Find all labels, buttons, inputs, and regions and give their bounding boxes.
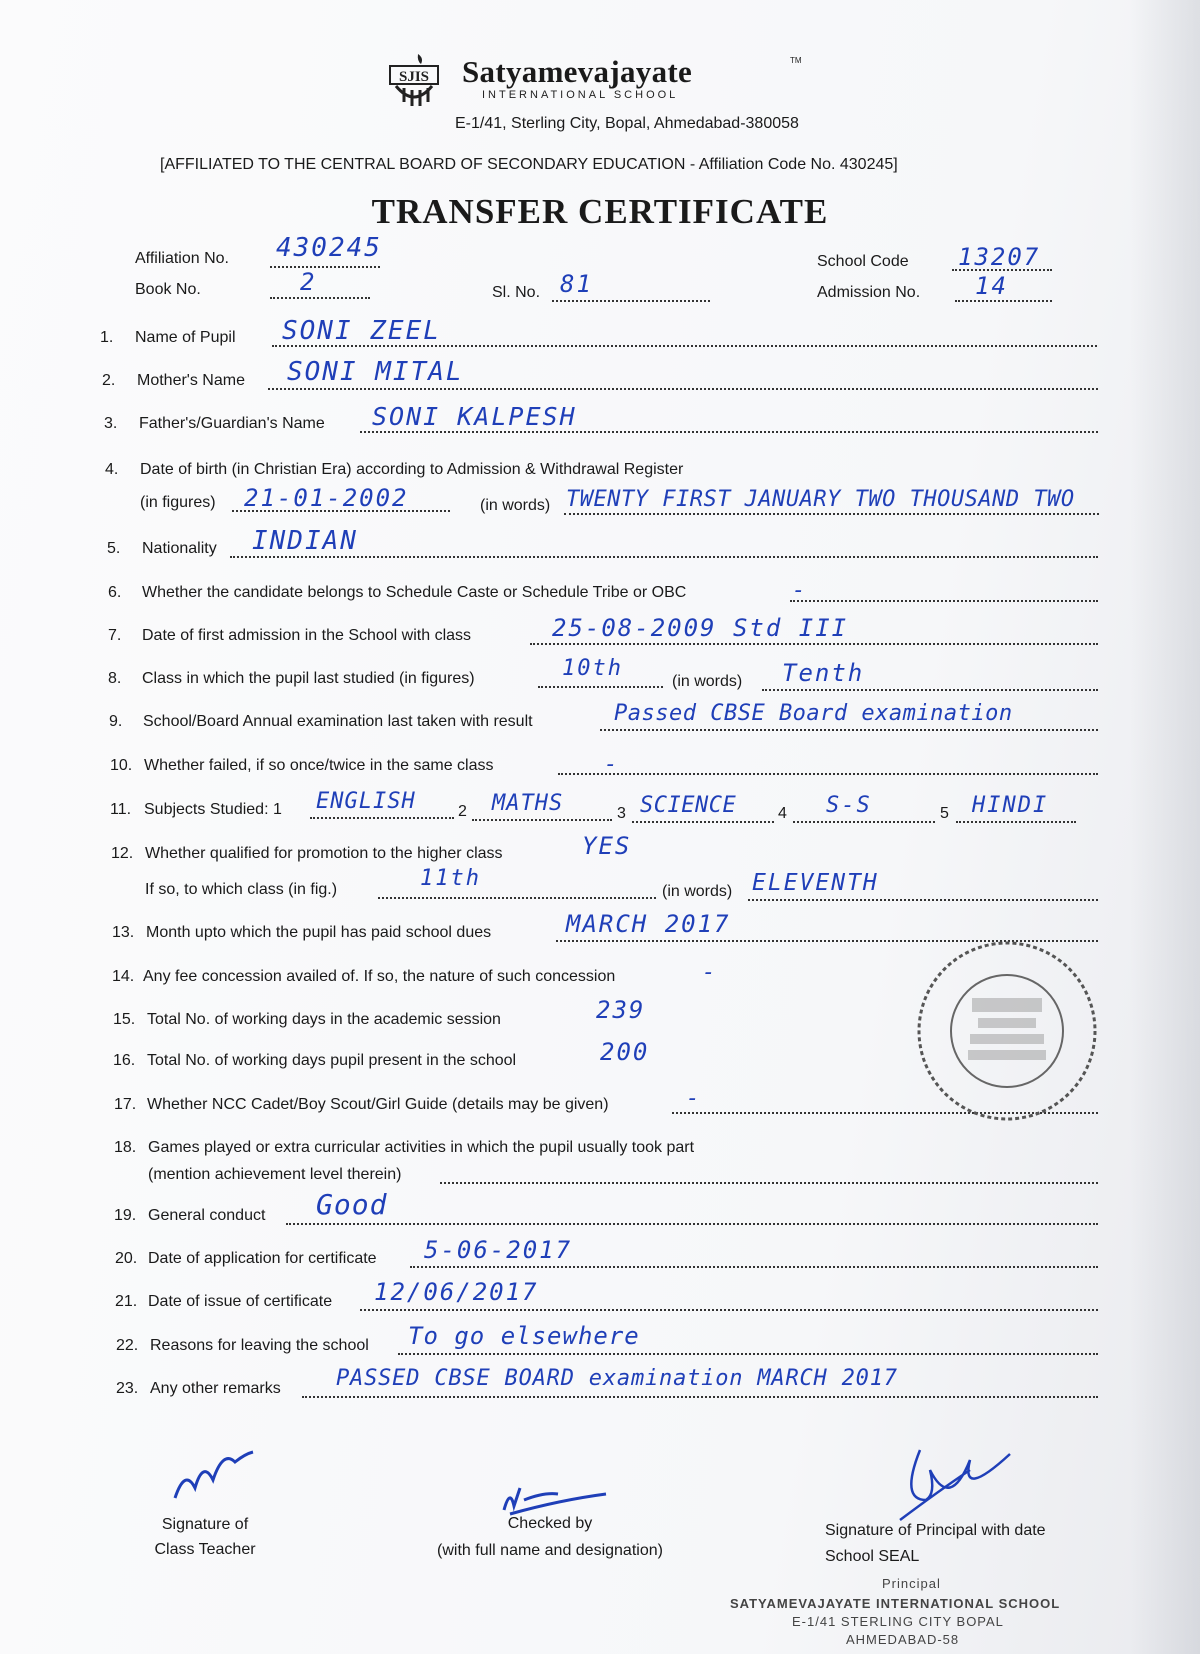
field-number: 7. <box>108 627 122 644</box>
promotion-value: YES <box>582 832 632 860</box>
dotted-line <box>398 1353 1098 1355</box>
dotted-line <box>410 1266 1098 1268</box>
activities-label: Games played or extra curricular activities in which the pupil usually took part <box>148 1139 695 1156</box>
promotion-label: Whether qualified for promotion to the higher class <box>145 845 503 862</box>
field-number: 2. <box>102 372 116 389</box>
promotion-class-figures-value: 11th <box>420 866 481 891</box>
subject-5-value: HINDI <box>972 793 1049 818</box>
date-of-birth-label: Date of birth (in Christian Era) according to Admission & Withdrawal Register <box>140 461 684 478</box>
dotted-line <box>440 1182 1098 1184</box>
field-number: 3. <box>104 415 118 432</box>
subject-4-number: 4 <box>778 805 787 822</box>
field-number: 12. <box>111 845 134 862</box>
page-curl-shadow <box>1130 0 1200 1654</box>
nationality-label: Nationality <box>142 540 217 557</box>
logo-text: SJIS <box>398 69 430 85</box>
other-remarks-label: Any other remarks <box>150 1380 281 1397</box>
dotted-line <box>956 821 1076 823</box>
school-address: E-1/41, Sterling City, Bopal, Ahmedabad-380058 <box>455 115 799 132</box>
mothers-name-label: Mother's Name <box>137 372 245 389</box>
dotted-line <box>632 821 774 823</box>
dotted-line <box>552 300 710 302</box>
class-teacher-signature <box>165 1448 265 1508</box>
fee-concession-label: Any fee concession availed of. If so, the nature of such concession <box>143 968 616 985</box>
dotted-line <box>790 600 1098 602</box>
dotted-line <box>360 1309 1098 1311</box>
dotted-line <box>748 899 1098 901</box>
field-number: 11. <box>110 801 132 818</box>
last-class-words-label: (in words) <box>672 673 743 690</box>
field-number: 4. <box>105 461 119 478</box>
subject-2-value: MATHS <box>492 791 564 816</box>
principal-signature <box>880 1440 1020 1530</box>
dotted-line <box>472 819 612 821</box>
promotion-class-words-value: ELEVENTH <box>752 870 879 896</box>
stamp-address-text: E-1/41 STERLING CITY BOPAL <box>792 1614 1004 1629</box>
principal-signature-label: Signature of Principal with date <box>825 1522 1046 1539</box>
caste-category-label: Whether the candidate belongs to Schedule Caste or Schedule Tribe or OBC <box>142 584 687 601</box>
application-date-label: Date of application for certificate <box>148 1250 377 1267</box>
subjects-label: Subjects Studied: 1 <box>144 801 282 818</box>
failed-value: - <box>604 752 620 777</box>
issue-date-value: 12/06/2017 <box>374 1278 539 1306</box>
leaving-reason-label: Reasons for leaving the school <box>150 1337 369 1354</box>
application-date-value: 5-06-2017 <box>424 1236 573 1264</box>
caste-category-value: - <box>792 578 808 603</box>
school-name: Satyamevajayate <box>462 54 693 89</box>
field-number: 1. <box>100 329 114 346</box>
stamp-school-text: SATYAMEVAJAYATE INTERNATIONAL SCHOOL <box>730 1596 1061 1611</box>
field-number: 6. <box>108 584 122 601</box>
affiliation-line: [AFFILIATED TO THE CENTRAL BOARD OF SECONDARY EDUCATION - Affiliation Code No. 430245] <box>160 156 898 173</box>
dotted-line <box>310 817 454 819</box>
working-days-value: 239 <box>596 996 646 1024</box>
book-no-value: 2 <box>300 268 317 296</box>
last-class-words-value: Tenth <box>782 659 865 687</box>
field-number: 5. <box>107 540 121 557</box>
last-exam-value: Passed CBSE Board examination <box>614 701 1013 726</box>
failed-label: Whether failed, if so once/twice in the same class <box>144 757 494 774</box>
dob-figures-label: (in figures) <box>140 494 216 511</box>
field-number: 23. <box>116 1380 139 1397</box>
field-number: 20. <box>115 1250 138 1267</box>
promotion-class-label: If so, to which class (in fig.) <box>145 881 338 898</box>
checked-by-sublabel: (with full name and designation) <box>437 1542 663 1559</box>
school-code-value: 13207 <box>958 243 1041 271</box>
field-number: 22. <box>116 1337 139 1354</box>
dotted-line <box>955 300 1052 302</box>
general-conduct-value: Good <box>316 1188 388 1221</box>
dob-words-value: TWENTY FIRST JANUARY TWO THOUSAND TWO <box>566 487 1075 512</box>
dotted-line <box>286 1223 1098 1225</box>
school-round-seal <box>912 936 1102 1126</box>
last-class-figures-value: 10th <box>562 656 623 681</box>
dotted-line <box>360 431 1098 433</box>
field-number: 10. <box>110 757 133 774</box>
other-remarks-value: PASSED CBSE BOARD examination MARCH 2017 <box>336 1366 898 1391</box>
admission-no-value: 14 <box>975 272 1008 300</box>
stamp-principal-text: Principal <box>882 1576 941 1591</box>
trademark-mark: TM <box>790 56 802 65</box>
fee-concession-value: - <box>702 960 718 985</box>
dotted-line <box>270 297 370 299</box>
subject-3-number: 3 <box>617 805 626 822</box>
dues-paid-label: Month upto which the pupil has paid school dues <box>146 924 492 941</box>
school-seal-label: School SEAL <box>825 1548 920 1565</box>
class-teacher-signature-label: Signature of Class Teacher <box>154 1516 256 1558</box>
promotion-class-words-label: (in words) <box>662 883 733 900</box>
last-class-label: Class in which the pupil last studied (in figures) <box>142 670 475 687</box>
book-no-label: Book No. <box>135 281 201 298</box>
name-of-pupil-value: SONI ZEEL <box>282 316 441 346</box>
checked-by-label: Checked by <box>507 1515 593 1532</box>
dotted-line <box>793 821 935 823</box>
father-guardian-name-value: SONI KALPESH <box>372 402 577 431</box>
dob-figures-value: 21-01-2002 <box>244 484 409 512</box>
field-number: 18. <box>114 1139 137 1156</box>
first-admission-label: Date of first admission in the School with class <box>142 627 472 644</box>
checked-by-signature <box>500 1480 610 1520</box>
dob-words-label: (in words) <box>480 497 551 514</box>
field-number: 8. <box>108 670 122 687</box>
affiliation-no-label: Affiliation No. <box>135 250 229 267</box>
leaving-reason-value: To go elsewhere <box>408 1322 640 1350</box>
field-number: 21. <box>115 1293 138 1310</box>
subject-1-value: ENGLISH <box>316 789 416 814</box>
field-number: 15. <box>113 1011 136 1028</box>
ncc-scout-value: - <box>686 1086 702 1111</box>
nationality-value: INDIAN <box>252 526 358 556</box>
school-subtitle: INTERNATIONAL SCHOOL <box>482 89 679 101</box>
first-admission-value: 25-08-2009 Std III <box>552 614 849 642</box>
mothers-name-value: SONI MITAL <box>287 357 464 387</box>
sl-no-value: 81 <box>560 270 593 298</box>
field-number: 17. <box>114 1096 137 1113</box>
days-present-value: 200 <box>600 1038 650 1066</box>
dotted-line <box>268 388 1098 390</box>
general-conduct-label: General conduct <box>148 1207 266 1224</box>
field-number: 13. <box>112 924 135 941</box>
field-number: 9. <box>109 713 123 730</box>
issue-date-label: Date of issue of certificate <box>148 1293 333 1310</box>
dotted-line <box>600 729 1098 731</box>
dotted-line <box>762 689 1098 691</box>
activities-sublabel: (mention achievement level therein) <box>148 1166 402 1183</box>
last-exam-label: School/Board Annual examination last taken with result <box>143 713 533 730</box>
certificate-title: TRANSFER CERTIFICATE <box>371 192 829 231</box>
stamp-city-text: AHMEDABAD-58 <box>846 1632 960 1647</box>
dotted-line <box>538 686 663 688</box>
field-number: 14. <box>112 968 135 985</box>
school-logo <box>388 52 460 110</box>
working-days-label: Total No. of working days in the academic session <box>147 1011 501 1028</box>
affiliation-no-value: 430245 <box>276 233 382 263</box>
dotted-line <box>302 1396 1098 1398</box>
dotted-line <box>558 773 1098 775</box>
dotted-line <box>378 897 656 899</box>
field-number: 19. <box>114 1207 137 1224</box>
school-code-label: School Code <box>817 253 909 270</box>
subject-4-value: S-S <box>826 793 872 818</box>
admission-no-label: Admission No. <box>817 284 921 301</box>
dotted-line <box>564 513 1099 515</box>
subject-5-number: 5 <box>940 805 949 822</box>
ncc-scout-label: Whether NCC Cadet/Boy Scout/Girl Guide (details may be given) <box>147 1096 609 1113</box>
dotted-line <box>230 556 1098 558</box>
dotted-line <box>270 266 380 268</box>
sl-no-label: Sl. No. <box>492 284 541 301</box>
father-guardian-name-label: Father's/Guardian's Name <box>139 415 325 432</box>
days-present-label: Total No. of working days pupil present in the school <box>147 1052 517 1069</box>
dues-paid-value: MARCH 2017 <box>566 910 731 938</box>
subject-3-value: SCIENCE <box>640 793 737 818</box>
subject-2-number: 2 <box>458 803 467 820</box>
field-number: 16. <box>113 1052 136 1069</box>
name-of-pupil-label: Name of Pupil <box>135 329 236 346</box>
dotted-line <box>530 643 1098 645</box>
